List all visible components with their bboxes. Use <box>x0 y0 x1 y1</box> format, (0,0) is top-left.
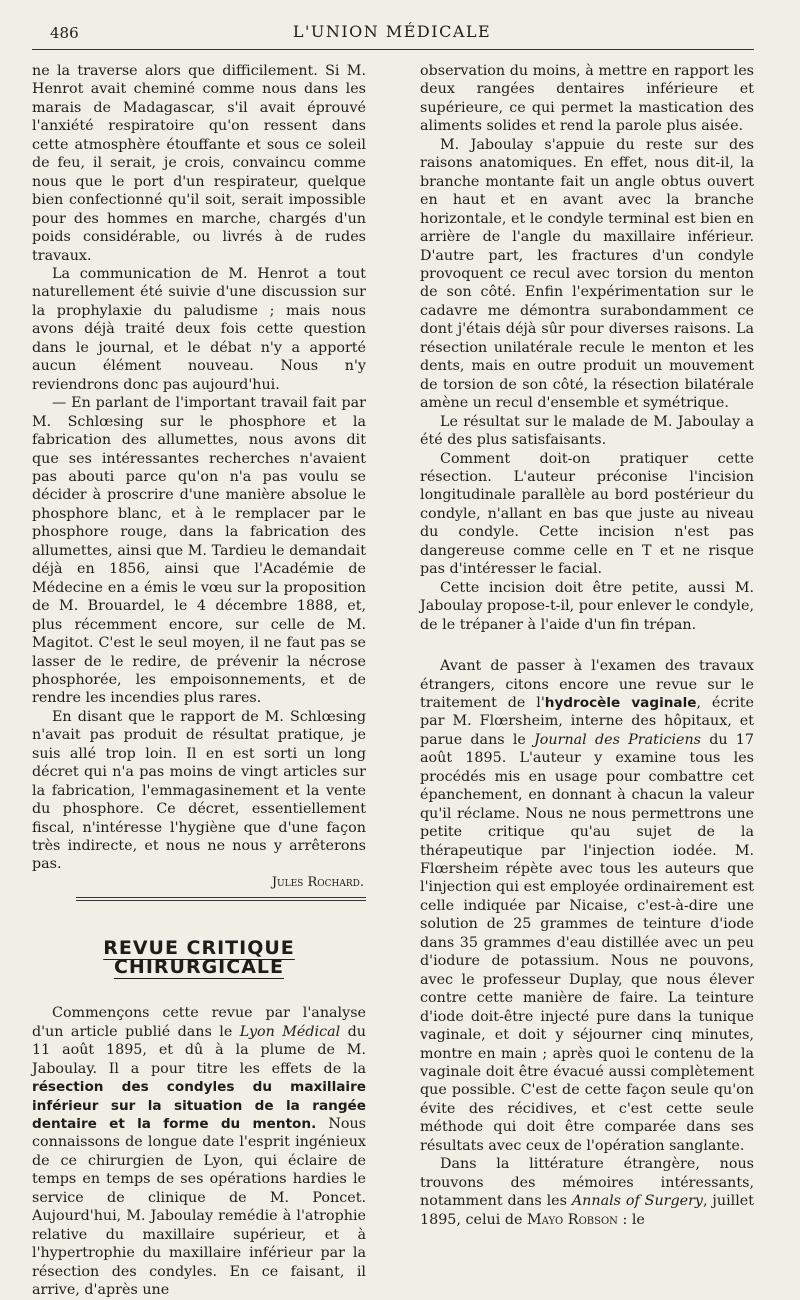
text-span: , écrite par M. Flœrsheim, interne des hôpitaux, et parue dans le <box>420 694 755 748</box>
paragraph: En disant que le rapport de M. Schlœsing n'avait pas produit de résultat pratique, je suis allé trop loin. Il en est sorti un long décret qui n'a pas moins de vingt articles sur la fabrication, l'emmagasinement et la vente du phosphore. Ce décret, essentiellement fiscal, n'intéresse l'hygiène que d'une façon très indirecte, et nous ne nous y arrêterons pas. <box>32 708 366 873</box>
text-span: , juillet 1895, celui de <box>420 1193 754 1228</box>
paragraph <box>420 1155 754 1229</box>
right-column <box>420 62 754 1229</box>
text-span: Commençons cette revue par l'analyse d'un article publié dans le <box>32 1005 366 1040</box>
text-span: Nous connaissons de longue date l'esprit ingénieux de ce chirurgien de Lyon, qui éclaire de temps en temps de ses opérations hardies le service de clinique de M. Poncet. Aujourd'hui, M. Jaboulay remédie à l'atrophie relative du maxillaire supérieur, et à l'hypertrophie du maxillaire inférieur par la résection des condyles. En ce faisant, il arrive, d'après une <box>32 1116 366 1299</box>
text-span: du 11 août 1895, et dû à la plume de M. Jaboulay. Il a pour titre les effets de la <box>32 1023 367 1077</box>
article-title: résection des condyles du maxillaire inférieur sur la situation de la rangée dentaire et la forme du menton. <box>32 1079 366 1133</box>
page-number: 486 <box>50 24 79 42</box>
journal-name: Journal des Praticiens <box>534 731 701 748</box>
text-span: du 17 août 1895. L'auteur y examine tous les procédés mis en usage pour combattre cet épanchement, en donnant à chacun la valeur qu'il réclame. Nous ne nous permettrons une petite critique qu'au sujet de la thérapeutique par l'injection iodée. M. Flœrsheim répète avec tous les auteurs que l'injection qui est employée ordinairement est celle indiquée par Nicaise, c'est-à-dire une solution de 25 grammes de teinture d'iode dans 35 grammes d'eau distillée avec un peu d'iodure de potassium. Nous ne pouvons, avec le professeur Duplay, que nous élever contre cette manière de faire. La teinture d'iode doit-être injecté pure dans la tunique vaginale, et doit y séjourner cinq minutes, montre en main ; après quoi le contenu de la vaginale doit être évacué aussi complètement que possible. C'est de cette façon seule qu'on évite des récidives, et c'est cette seule méthode qui doit être comparée dans ses résultats avec ceux de l'opération sanglante. <box>420 731 754 1154</box>
paragraph: Le résultat sur le malade de M. Jaboulay a été des plus satisfaisants. <box>420 413 754 449</box>
text-span: Avant de passer à l'examen des travaux étrangers, citons encore une revue sur le traitement de l' <box>420 658 754 711</box>
paragraph <box>420 657 754 1155</box>
paragraph: observation du moins, à mettre en rapport les deux rangées dentaires inférieure et supérieure, ce qui permet la mastication des aliments solides et rend la parole plus aisée. <box>420 63 754 135</box>
author-name: Mayo Robson <box>527 1211 618 1228</box>
journal-name: Lyon Médical <box>239 1023 341 1040</box>
paragraph: M. Jaboulay s'appuie du reste sur des raisons anatomiques. En effet, nous dit-il, la branche montante fait un angle obtus ouvert en haut et en avant avec la branche horizontale, et le condyle terminal est bien en arrière de l'angle du maxillaire inférieur. D'autre part, les fractures d'un condyle provoquent ce recul avec torsion du menton de son côté. Enfin l'expérimentation sur le cadavre me démontra surabondamment ce dont j'étais déjà sûr pour diverses raisons. La résection unilatérale recule le menton et les dents, mais en outre produit un mouvement de torsion de son côté, la résection bilatérale amène un recul d'ensemble et symétrique. <box>420 136 754 412</box>
left-column <box>32 62 366 1300</box>
header-rule <box>32 49 754 50</box>
running-header <box>32 18 752 46</box>
paragraph: La communication de M. Henrot a tout naturellement été suivie d'une discussion sur la prophylaxie du paludisme ; mais nous avons déjà traité deux fois cette question dans le journal, et le débat n'y a apporté aucun élément nouveau. Nous n'y reviendrons donc pas aujourd'hui. <box>32 265 366 393</box>
paragraph: Comment doit-on pratiquer cette résection. L'auteur préconise l'incision longitudinale parallèle au bord postérieur du condyle, n'allant en bas que juste au niveau du condyle. Cette incision n'est pas dangereuse comme celle en T et ne risque pas d'intéresser le facial. <box>420 450 754 578</box>
paragraph: — En parlant de l'important travail fait par M. Schlœsing sur le phosphore et la fabrication des allumettes, nous avons dit que ses intéressantes recherches n'avaient pas abouti parce qu'on n'a pas voulu se décider à proscrire d'une manière absolue le phosphore blanc, et à le remplacer par le phosphore rouge, dans la fabrication des allumettes, ainsi que M. Tardieu le demandait déjà en 1856, ainsi que l'Académie de Médecine en a émis le vœu sur la proposition de M. Brouardel, le 4 décembre 1888, et, plus récemment encore, sur celle de M. Magitot. C'est le seul moyen, il ne faut pas se lasser de le redire, de prévenir la nécrose phosphorée, les empoisonnements, et de rendre les incendies plus rares. <box>32 395 366 707</box>
topic-term: hydrocèle vaginale <box>544 694 697 711</box>
section-gap <box>420 634 754 657</box>
author-signature: Jules Rochard. <box>271 874 364 890</box>
text-span: : le <box>617 1211 645 1228</box>
paragraph <box>32 1004 366 1299</box>
paragraph: Cette incision doit être petite, aussi M. Jaboulay propose-t-il, pour enlever le condyle, de le trépaner à l'aide d'un fin trépan. <box>420 579 754 633</box>
paragraph: ne la traverse alors que difficilement. Si M. Henrot avait cheminé comme nous dans les marais de Madagascar, s'il avait éprouvé l'anxiété respiratoire qu'on ressent dans cette atmosphère étouffante et sous ce soleil de feu, il serait, je crois, convaincu comme nous que le port d'un respirateur, quelque bien confectionné qu'il soit, serait impossible pour des hommes en marche, chargés d'un poids considérable, ou livrés à de rudes travaux. <box>32 63 366 264</box>
section-title: REVUE CRITIQUE CHIRURGICALE <box>103 937 295 978</box>
double-rule <box>76 897 366 901</box>
journal-name: Annals of Surgery <box>571 1193 704 1210</box>
text-span: Dans la littérature étrangère, nous trouvons des mémoires intéressants, notamment dans les <box>420 1156 754 1210</box>
journal-title: L'UNION MÉDICALE <box>292 22 492 41</box>
